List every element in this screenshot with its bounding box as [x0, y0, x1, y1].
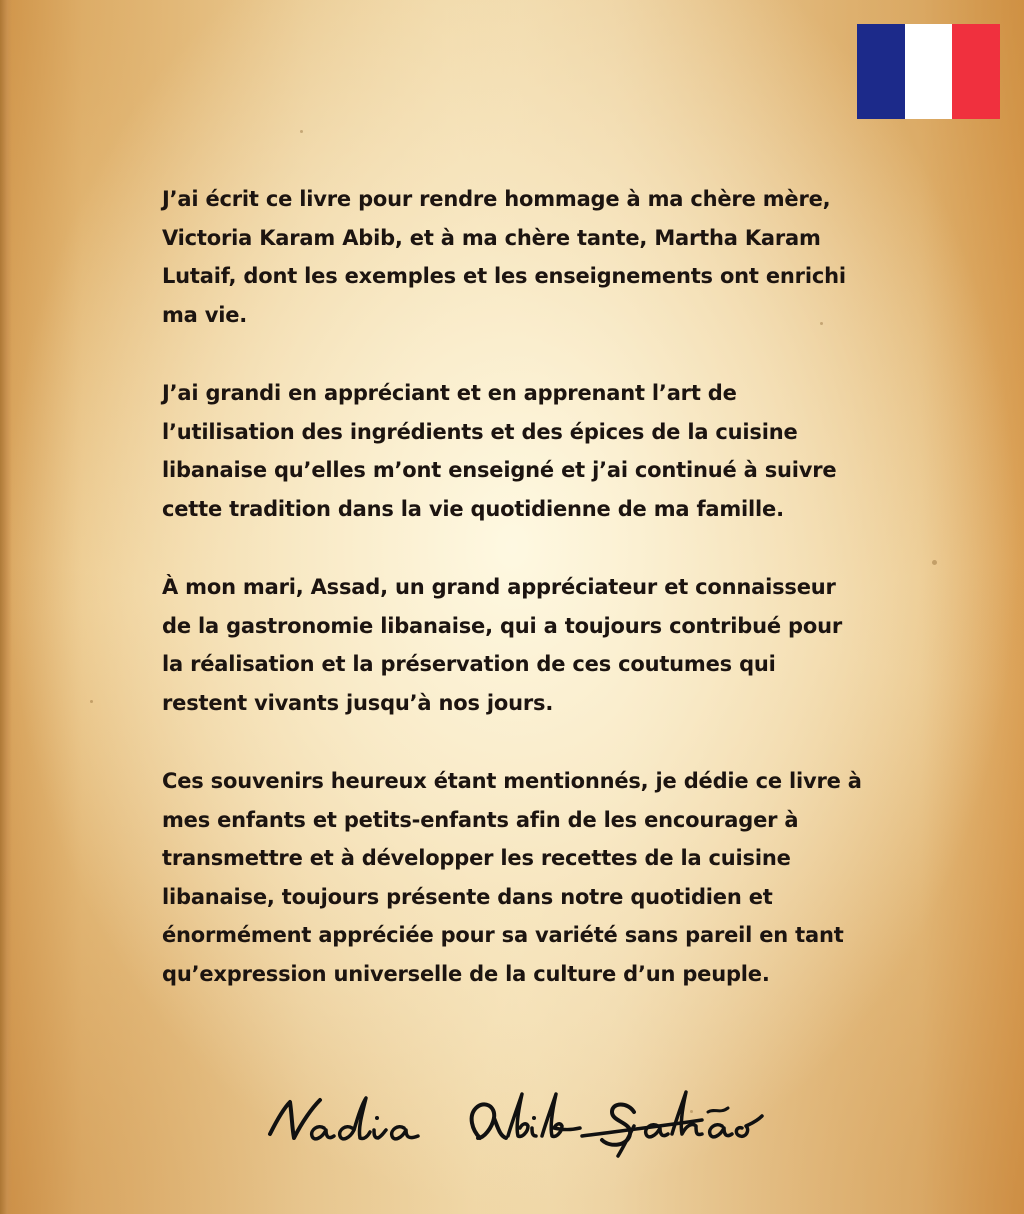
- paper-speck: [932, 560, 937, 565]
- france-flag-icon: [857, 24, 1000, 119]
- dedication-text: [162, 180, 867, 1033]
- page-edge: [0, 0, 12, 1214]
- flag-band-blue: [857, 24, 905, 119]
- flag-band-red: [952, 24, 1000, 119]
- dedication-paragraph-3: À mon mari, Assad, un grand appréciateur et connaisseur de la gastronomie libanaise, qui a toujours contribué pour la réalisation et la préservation de ces coutumes qui restent vivants jusqu’à nos jours.: [162, 575, 843, 715]
- dedication-paragraph-2: J’ai grandi en appréciant et en apprenant l’art de l’utilisation des ingrédients et des épices de la cuisine libanaise qu’elles m’ont enseigné et j’ai continué à suivre cette tradition dans la vie quotidienne de ma famille.: [162, 381, 837, 521]
- paper-speck: [300, 130, 303, 133]
- handwritten-signature: [262, 1072, 822, 1172]
- dedication-paragraph-1: J’ai écrit ce livre pour rendre hommage à ma chère mère, Victoria Karam Abib, et à ma chère tante, Martha Karam Lutaif, dont les exemples et les enseignements ont enrichi ma vie.: [162, 187, 846, 327]
- dedication-paragraph-4: Ces souvenirs heureux étant mentionnés, je dédie ce livre à mes enfants et petits-enfants afin de les encourager à transmettre et à développer les recettes de la cuisine libanaise, toujours présente dans notre quotidien et énormément appréciée pour sa variété sans pareil en tant qu’expression universelle de la culture d’un peuple.: [162, 769, 862, 986]
- flag-band-white: [905, 24, 953, 119]
- paper-speck: [90, 700, 93, 703]
